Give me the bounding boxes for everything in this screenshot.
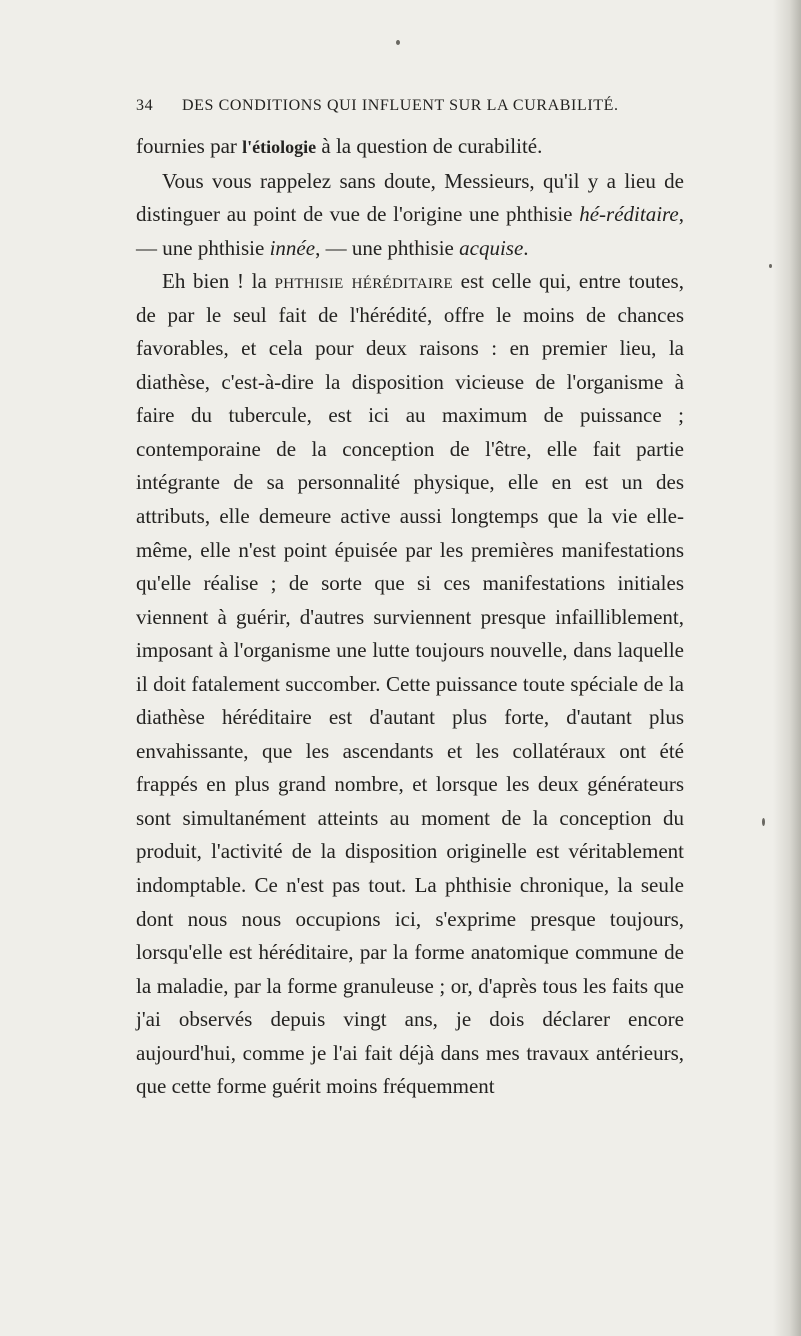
body-text — [136, 130, 684, 1104]
paper-speck — [762, 818, 765, 826]
text-run: . — [523, 235, 529, 260]
page-number: 34 — [136, 97, 154, 114]
text-run: à la question de curabilité. — [316, 134, 543, 158]
text-run: est celle qui, entre toutes, de par le seul fait de l'hérédité, offre le moins de chances favorables, et cela pour deux raisons : en premier lieu, la diathèse, c'est-à-dire la disposition vicieuse de l'organisme à faire du tubercule, est ici au maximum de puissance ; contemporaine de la conception de l'être, elle fait partie intégrante de sa personnalité physique, elle en est un des attributs, elle demeure active aussi longtemps que la vie elle-même, elle n'est point épuisée par les premières manifestations qu'elle réalise ; de sorte que si ces manifestations initiales viennent à guérir, d'autres surviennent presque infailliblement, imposant à l'organisme une lutte toujours nouvelle, dans laquelle il doit fatalement succomber. Cette puissance toute spéciale de la diathèse héréditaire est d'autant plus forte, d'autant plus envahissante, que les ascendants et les collatéraux ont été frappés en plus grand nombre, et lorsque les deux générateurs sont simultanément atteints au moment de la conception du produit, l'activité de la disposition originelle est véritablement indomptable. Ce n'est pas tout. La phthisie chronique, la seule dont nous nous occupions ici, s'exprime presque toujours, lorsqu'elle est héréditaire, par la forme anatomique commune de la maladie, par la forme granuleuse ; or, d'après tous les faits que j'ai observés depuis vingt ans, je dois déclarer encore aujourd'hui, comme je l'ai fait déjà dans mes travaux antérieurs, que cette forme guérit moins fréquemment — [136, 269, 684, 1099]
running-header — [136, 94, 684, 118]
text-run: Eh bien ! la — [162, 269, 275, 294]
paragraph — [136, 165, 684, 266]
bold-term: l'étiologie — [242, 137, 317, 157]
text-run: Vous vous rappelez sans doute, Messieurs, qu'il y a lieu de distinguer au point de vue de l'origine une phthisie — [136, 168, 684, 227]
small-caps-term: phthisie héréditaire — [274, 269, 453, 294]
text-run: , — une phthisie — [315, 235, 460, 260]
paper-speck — [396, 40, 400, 45]
paper-speck — [769, 264, 772, 268]
italic-term: hé-réditaire — [579, 202, 679, 227]
page-edge-shadow — [773, 0, 801, 1336]
running-title: DES CONDITIONS QUI INFLUENT SUR LA CURABILITÉ. — [182, 97, 619, 114]
italic-term: acquise — [459, 235, 524, 260]
paragraph — [136, 265, 684, 1104]
italic-term: innée — [269, 235, 316, 260]
text-run: , — une phthisie — [136, 202, 684, 260]
text-run: fournies par — [136, 134, 243, 158]
paragraph — [136, 130, 684, 165]
